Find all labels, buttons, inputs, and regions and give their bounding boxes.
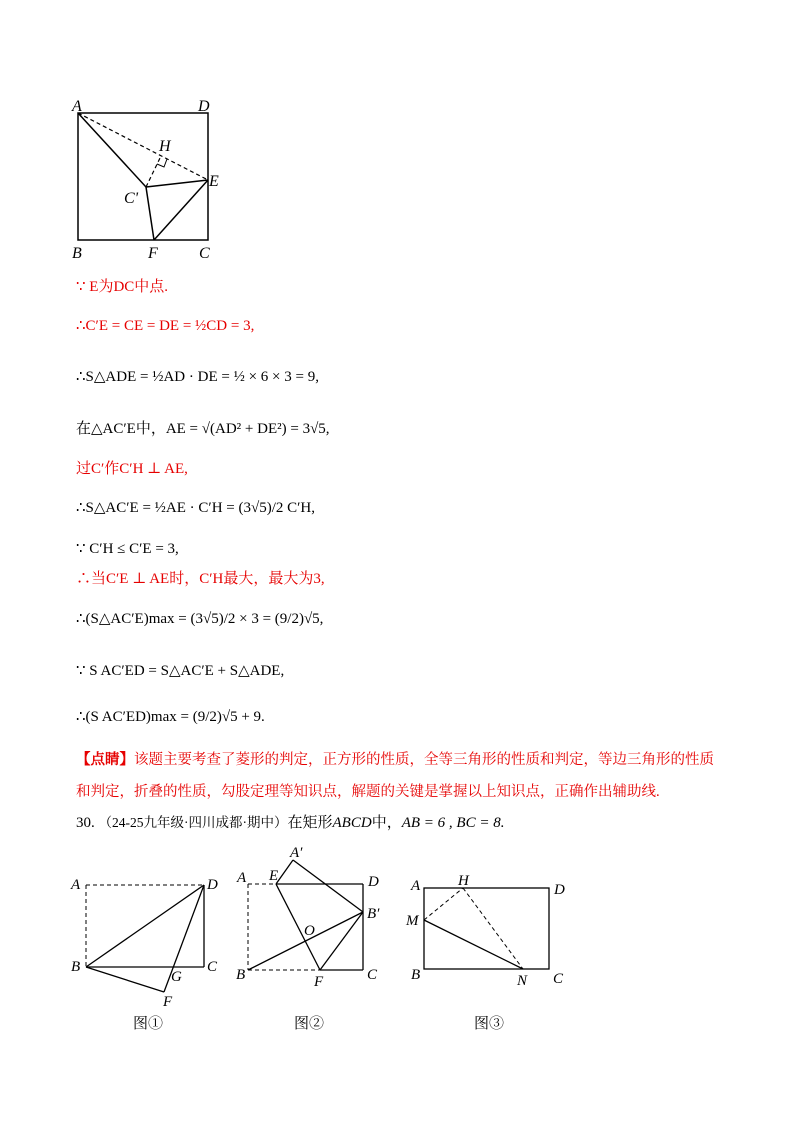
fig1-bf	[86, 967, 164, 992]
fig3-label-h: H	[458, 873, 469, 889]
fig3-caption: 图③	[474, 1016, 505, 1032]
fig3-label-b: B	[411, 967, 421, 983]
question-text-b: 中，	[371, 815, 402, 831]
question-condition: AB = 6 , BC = 8.	[401, 815, 505, 831]
fig2-label-c: C	[367, 967, 378, 983]
fig1-caption: 图①	[133, 1016, 164, 1032]
segment-a-e	[78, 113, 208, 180]
fig3-mn	[424, 920, 523, 969]
fig2-bprime-f	[320, 912, 363, 970]
fig1-label-d: D	[207, 877, 218, 893]
label-cprime: C'	[124, 190, 139, 207]
fig3-mh	[424, 888, 463, 920]
top-geometry-figure	[66, 95, 236, 265]
note-bracket: 【点睛】	[76, 752, 134, 768]
question-number: 30.	[76, 815, 95, 831]
solution-line-9: ∴(S△AC′E)max = (3√5)/2 × 3 = (9/2)√5,	[76, 611, 324, 627]
fig3-rect	[424, 888, 549, 969]
solution-line-6: ∴S△AC′E = ½AE · C′H = (3√5)/2 C′H,	[76, 500, 315, 516]
question-rect: ABCD	[332, 815, 372, 831]
fig1-label-g: G	[171, 969, 182, 985]
fig3-hn	[463, 888, 523, 969]
fig2-caption: 图②	[294, 1016, 325, 1032]
segment-cprime-h	[146, 156, 161, 187]
figure-1	[66, 870, 226, 1010]
fig2-label-bprime: B′	[367, 906, 380, 922]
label-e: E	[209, 173, 219, 190]
fig3-label-a: A	[411, 878, 421, 894]
solution-line-10: ∵ S AC′ED = S△AC′E + S△ADE,	[76, 663, 285, 679]
label-f: F	[148, 245, 158, 262]
note-paragraph	[76, 744, 726, 808]
fig3-label-c: C	[553, 971, 564, 987]
question-source: （24-25九年级·四川成都·期中）	[98, 815, 288, 830]
fig1-label-c: C	[207, 959, 218, 975]
figure-2	[230, 840, 400, 1010]
fig3-label-d: D	[554, 882, 565, 898]
question-30	[76, 812, 504, 834]
segment-cprime-e	[146, 180, 208, 187]
note-text: 该题主要考查了菱形的判定，正方形的性质，全等三角形的性质和判定，等边三角形的性质和判定，折叠的性质，勾股定理等知识点，解题的关键是掌握以上知识点，正确作出辅助线.	[76, 752, 714, 800]
label-c: C	[199, 245, 210, 262]
fig1-label-b: B	[71, 959, 81, 975]
fig2-label-aprime: A′	[290, 845, 303, 861]
fig1-label-f: F	[163, 994, 173, 1010]
solution-line-3: ∴S△ADE = ½AD · DE = ½ × 6 × 3 = 9,	[76, 369, 319, 385]
square-abcd	[78, 113, 208, 240]
fig2-label-f: F	[314, 974, 324, 990]
solution-line-5: 过C′作C′H ⊥ AE,	[76, 461, 188, 477]
solution-line-1: ∵ E为DC中点.	[76, 279, 169, 295]
label-h: H	[159, 138, 171, 155]
solution-line-11: ∴(S AC′ED)max = (9/2)√5 + 9.	[76, 709, 265, 725]
fig2-label-b: B	[236, 967, 246, 983]
label-d: D	[198, 98, 210, 115]
solution-line-4: 在△AC′E中，AE = √(AD² + DE²) = 3√5,	[76, 421, 330, 437]
fig1-df	[164, 885, 204, 992]
question-text-a: 在矩形	[287, 815, 333, 831]
solution-line-7: ∵ C′H ≤ C′E = 3,	[76, 541, 179, 557]
fig2-label-o: O	[304, 923, 315, 939]
fig2-aprime-bprime	[293, 860, 363, 912]
fig1-bd	[86, 885, 204, 967]
figure-3	[400, 870, 580, 1000]
segment-cprime-f	[146, 187, 154, 240]
fig2-b-bprime	[248, 912, 363, 970]
solution-line-2: ∴C′E = CE = DE = ½CD = 3,	[76, 318, 255, 334]
fig1-label-a: A	[71, 877, 81, 893]
label-a: A	[72, 98, 82, 115]
fig3-label-m: M	[406, 913, 419, 929]
solution-line-8: ∴当C′E ⊥ AE时，C′H最大，最大为3,	[76, 571, 325, 587]
segment-a-cprime	[78, 113, 146, 187]
segment-f-e	[154, 180, 208, 240]
fig2-e-aprime	[276, 860, 293, 884]
fig2-label-d: D	[368, 874, 379, 890]
label-b: B	[72, 245, 82, 262]
fig2-label-e: E	[269, 868, 279, 884]
fig2-label-a: A	[237, 870, 247, 886]
fig3-label-n: N	[517, 973, 528, 989]
